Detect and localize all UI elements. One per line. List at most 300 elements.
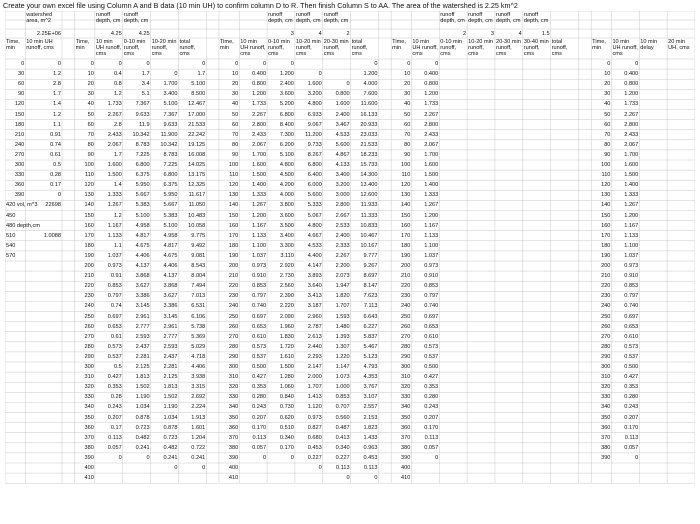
table-cell[interactable]: 1.333 <box>624 192 639 199</box>
table-cell[interactable]: 20 <box>404 81 411 88</box>
table-cell[interactable]: 0.74 <box>50 141 61 148</box>
table-cell[interactable]: 4.800 <box>307 222 322 229</box>
table-cell[interactable]: 170 <box>84 232 94 239</box>
table-cell[interactable]: 300 <box>228 364 239 370</box>
table-cell[interactable]: 10.467 <box>360 232 378 239</box>
table-cell[interactable]: 7.367 <box>135 101 150 108</box>
table-cell[interactable]: 3.627 <box>135 283 150 290</box>
table-cell[interactable]: 1.200 <box>363 71 378 78</box>
table-cell[interactable]: 2.267 <box>624 111 639 118</box>
table-cell[interactable]: 330 <box>601 394 611 401</box>
table-cell[interactable]: 230 <box>84 293 94 300</box>
table-cell[interactable]: 2.960 <box>307 313 322 320</box>
table-cell[interactable]: 310 <box>601 374 611 381</box>
table-cell[interactable]: 14.300 <box>360 172 378 179</box>
table-cell[interactable]: 10.058 <box>188 222 206 229</box>
table-cell[interactable]: 1.400 <box>624 182 639 189</box>
table-cell[interactable]: 30 <box>604 91 611 98</box>
table-cell[interactable]: 360 <box>14 182 25 189</box>
table-cell[interactable]: 1.100 <box>424 242 439 249</box>
table-cell[interactable]: 2.920 <box>279 263 294 269</box>
table-cell[interactable]: 7.367 <box>163 111 178 118</box>
table-cell[interactable]: 0.800 <box>335 91 350 98</box>
table-cell[interactable]: 2.961 <box>163 323 178 330</box>
table-cell[interactable]: 260 <box>228 323 239 330</box>
table-cell[interactable]: 0.241 <box>191 454 206 461</box>
spreadsheet-grid[interactable] <box>5 11 695 521</box>
table-cell[interactable]: 0.797 <box>624 293 639 300</box>
table-cell[interactable]: 0.280 <box>424 394 439 401</box>
table-cell[interactable]: 240 <box>401 303 411 310</box>
table-cell[interactable]: 5.100 <box>279 151 294 158</box>
table-cell[interactable]: 8.500 <box>191 91 206 98</box>
table-cell[interactable]: 0.697 <box>424 313 439 320</box>
table-cell[interactable]: 7.225 <box>135 151 150 158</box>
table-cell[interactable]: 0.243 <box>107 404 122 411</box>
table-cell[interactable]: 170 <box>228 232 239 239</box>
table-cell[interactable]: 1.037 <box>252 252 267 259</box>
table-cell[interactable]: 0.697 <box>624 313 639 320</box>
table-cell[interactable]: 0.740 <box>424 303 439 310</box>
table-cell[interactable]: 0 <box>290 454 294 461</box>
table-cell[interactable]: 6.400 <box>307 172 322 179</box>
table-cell[interactable]: 9.067 <box>307 121 322 128</box>
runoff-depth-value[interactable]: 2 <box>462 31 467 37</box>
runoff-depth-value[interactable]: 1.5 <box>541 31 550 37</box>
table-cell[interactable]: 1.333 <box>252 192 267 199</box>
table-cell[interactable]: 0.91 <box>110 273 122 280</box>
watershed-area-value[interactable]: 2.25E+06 <box>36 31 61 37</box>
table-cell[interactable]: 4.718 <box>191 353 206 360</box>
table-cell[interactable]: 0.537 <box>624 353 639 360</box>
table-cell[interactable]: 0.573 <box>424 343 439 350</box>
table-cell[interactable]: 2.067 <box>252 141 267 148</box>
table-cell[interactable]: 11.900 <box>160 131 178 138</box>
table-cell[interactable]: 4.793 <box>363 364 378 370</box>
table-cell[interactable]: 80 <box>231 141 239 148</box>
table-cell[interactable]: 2.437 <box>163 353 178 360</box>
table-cell[interactable]: 1.600 <box>424 162 439 168</box>
table-cell[interactable]: 30 <box>18 71 25 78</box>
table-cell[interactable]: 3.600 <box>279 91 294 98</box>
table-cell[interactable]: 3.868 <box>163 283 178 290</box>
table-cell[interactable]: 0.5 <box>113 364 122 370</box>
table-cell[interactable]: 0 <box>374 61 378 67</box>
table-cell[interactable]: 6.800 <box>307 162 322 168</box>
table-cell[interactable]: 16.008 <box>188 151 206 158</box>
table-cell[interactable]: 0.113 <box>424 434 439 441</box>
table-cell[interactable]: 1.034 <box>163 414 178 421</box>
table-cell[interactable]: 0 <box>262 454 267 461</box>
table-cell[interactable]: 1.333 <box>107 192 122 199</box>
table-cell[interactable]: 2.730 <box>279 273 294 280</box>
column-header[interactable]: 20 min UH, cms <box>668 39 690 52</box>
table-cell[interactable]: 1.220 <box>335 353 350 360</box>
table-cell[interactable]: 310 <box>401 374 411 381</box>
table-cell[interactable]: 1.1 <box>53 121 61 128</box>
table-cell[interactable]: 150 <box>84 212 94 219</box>
table-cell[interactable]: 4.675 <box>163 252 178 259</box>
table-cell[interactable]: 0.482 <box>135 434 150 441</box>
table-cell[interactable]: 2.433 <box>107 131 122 138</box>
table-cell[interactable]: 1.733 <box>424 101 439 108</box>
column-header[interactable]: Time, min <box>592 39 606 52</box>
table-cell[interactable]: 2.560 <box>279 283 294 290</box>
column-header[interactable]: 20-30 min runoff, cms <box>323 39 349 58</box>
table-cell[interactable]: 90 <box>231 151 239 158</box>
table-cell[interactable]: 150 <box>401 212 411 219</box>
table-cell[interactable]: 3.800 <box>279 202 294 209</box>
table-cell[interactable]: 1.393 <box>335 333 350 340</box>
table-cell[interactable]: 2.267 <box>424 111 439 118</box>
table-cell[interactable]: 270 <box>601 333 611 340</box>
runoff-depth-label[interactable]: runoff depth, cm <box>123 12 149 25</box>
table-cell[interactable]: 0.620 <box>279 414 294 421</box>
table-cell[interactable]: 2.437 <box>135 343 150 350</box>
table-cell[interactable]: 1.190 <box>163 404 178 411</box>
table-cell[interactable]: 0.697 <box>252 313 267 320</box>
table-cell[interactable]: 1.167 <box>252 222 267 229</box>
table-cell[interactable]: 6.800 <box>135 162 150 168</box>
table-cell[interactable]: 1.267 <box>424 202 439 209</box>
table-cell[interactable]: 0.653 <box>107 323 122 330</box>
table-cell[interactable]: 0.243 <box>624 404 639 411</box>
table-cell[interactable]: 15.733 <box>360 162 378 168</box>
table-cell[interactable]: 0.680 <box>307 434 322 441</box>
table-cell[interactable]: 0.573 <box>624 343 639 350</box>
table-cell[interactable]: 0 <box>202 465 206 471</box>
table-cell[interactable]: 8.400 <box>279 121 294 128</box>
table-cell[interactable]: 250 <box>228 313 239 320</box>
table-cell[interactable]: 300 <box>601 364 611 370</box>
table-cell[interactable]: 350 <box>228 414 239 421</box>
table-cell[interactable]: 3.145 <box>135 303 150 310</box>
table-cell[interactable]: 0.853 <box>335 394 350 401</box>
table-cell[interactable]: 7.113 <box>363 303 378 310</box>
table-cell[interactable]: 1.200 <box>624 91 639 98</box>
table-cell[interactable]: 1.500 <box>279 364 294 370</box>
table-cell[interactable]: 0.653 <box>252 323 267 330</box>
table-cell[interactable]: 2.433 <box>252 131 267 138</box>
table-cell[interactable]: 40 <box>231 101 239 108</box>
table-cell[interactable]: 1.4 <box>53 101 61 108</box>
table-cell[interactable]: 10.167 <box>360 242 378 249</box>
table-cell[interactable]: 390 <box>14 192 25 199</box>
table-cell[interactable]: 540 <box>6 242 16 249</box>
table-cell[interactable]: 4.958 <box>163 232 178 239</box>
table-cell[interactable]: 6.227 <box>363 323 378 330</box>
table-cell[interactable]: 2.147 <box>307 364 322 370</box>
table-cell[interactable]: 360 <box>228 424 239 431</box>
table-cell[interactable]: 1.700 <box>424 151 439 158</box>
table-cell[interactable]: 0.560 <box>335 414 350 421</box>
table-cell[interactable]: 0.610 <box>624 333 639 340</box>
table-cell[interactable]: 1.000 <box>335 384 350 391</box>
table-cell[interactable]: 270 <box>14 151 25 158</box>
table-cell[interactable]: 0.973 <box>624 263 639 269</box>
table-cell[interactable]: 0 <box>607 61 611 67</box>
table-cell[interactable]: 4.667 <box>307 232 322 239</box>
table-cell[interactable]: 3.300 <box>279 242 294 249</box>
table-cell[interactable]: 120 <box>601 182 611 189</box>
table-cell[interactable]: 0 <box>635 61 639 67</box>
table-cell[interactable]: 270 <box>228 333 239 340</box>
table-cell[interactable]: 1.2 <box>113 212 122 219</box>
column-header[interactable]: Time, min <box>219 39 234 52</box>
runoff-depth-value[interactable]: 3 <box>290 31 294 37</box>
table-cell[interactable]: 9.733 <box>307 141 322 148</box>
table-cell[interactable]: 220 <box>228 283 239 290</box>
table-cell[interactable]: 17.000 <box>188 111 206 118</box>
table-cell[interactable]: 0.340 <box>335 444 350 451</box>
table-cell[interactable]: 0.170 <box>624 424 639 431</box>
table-cell[interactable]: 380 <box>84 444 94 451</box>
table-cell[interactable]: 220 <box>84 283 94 290</box>
table-cell[interactable]: 0.353 <box>424 384 439 391</box>
table-cell[interactable]: 9.775 <box>191 232 206 239</box>
table-cell[interactable]: 0.170 <box>279 444 294 451</box>
table-cell[interactable]: 0.113 <box>108 434 122 441</box>
table-cell[interactable]: 11.333 <box>360 212 378 219</box>
table-cell[interactable]: 19.125 <box>188 141 206 148</box>
table-cell[interactable]: 5.667 <box>135 192 150 199</box>
table-cell[interactable]: 0.853 <box>424 283 439 290</box>
table-cell[interactable]: 2.067 <box>624 141 639 148</box>
table-cell[interactable]: 9.633 <box>163 121 178 128</box>
table-cell[interactable]: 5.200 <box>279 101 294 108</box>
table-cell[interactable]: 160 <box>84 222 94 229</box>
table-cell[interactable]: 200 <box>401 263 411 269</box>
table-cell[interactable]: 11.617 <box>188 192 206 199</box>
table-cell[interactable]: 9.777 <box>363 252 378 259</box>
table-cell[interactable]: 2.800 <box>424 121 439 128</box>
table-cell[interactable]: 0.227 <box>307 454 322 461</box>
table-cell[interactable]: 1.4 <box>113 182 122 189</box>
table-cell[interactable]: 60 <box>231 121 239 128</box>
table-cell[interactable]: 0.500 <box>252 364 267 370</box>
table-cell[interactable]: 5.100 <box>163 101 178 108</box>
table-cell[interactable]: 0.91 <box>50 131 61 138</box>
table-cell[interactable]: 3.600 <box>279 212 294 219</box>
table-cell[interactable]: 1.1 <box>113 242 122 249</box>
table-cell[interactable]: 8.147 <box>363 283 378 290</box>
table-cell[interactable]: 1.600 <box>107 162 122 168</box>
table-cell[interactable]: 1.7 <box>197 71 206 78</box>
table-cell[interactable]: 70 <box>231 131 239 138</box>
table-cell[interactable]: 4.867 <box>335 151 350 158</box>
table-cell[interactable]: 0.113 <box>252 434 267 441</box>
table-cell[interactable]: 4.800 <box>279 162 294 168</box>
table-cell[interactable]: 4.817 <box>163 242 178 249</box>
table-cell[interactable]: 280 <box>601 343 611 350</box>
table-cell[interactable]: 0 <box>435 454 439 461</box>
table-cell[interactable]: 130 <box>401 192 411 199</box>
table-cell[interactable]: 1.200 <box>424 91 439 98</box>
table-cell[interactable]: 1.280 <box>279 374 294 381</box>
table-cell[interactable]: 4.400 <box>307 252 322 259</box>
table-cell[interactable]: 3.200 <box>307 91 322 98</box>
table-cell[interactable]: 6.933 <box>307 111 322 118</box>
table-cell[interactable]: 6.643 <box>363 313 378 320</box>
table-cell[interactable]: 4.800 <box>307 101 322 108</box>
table-cell[interactable]: 11.200 <box>305 131 322 138</box>
table-cell[interactable]: 1.913 <box>191 414 206 421</box>
table-cell[interactable]: 1.400 <box>424 182 439 189</box>
table-cell[interactable]: 0.740 <box>624 303 639 310</box>
column-header[interactable]: 10 min UH runoff, cms <box>412 39 438 58</box>
table-cell[interactable]: 410 <box>401 475 411 482</box>
table-cell[interactable]: 370 <box>401 434 411 441</box>
table-cell[interactable]: 7.600 <box>363 91 378 98</box>
table-cell[interactable]: 300 <box>84 364 94 370</box>
table-cell[interactable]: 120 <box>14 101 25 108</box>
table-cell[interactable]: 260 <box>601 323 611 330</box>
table-cell[interactable]: 0.610 <box>424 333 439 340</box>
table-cell[interactable]: 1.333 <box>424 192 439 199</box>
column-header[interactable]: 10 min UH runoff, cms <box>95 39 122 58</box>
table-cell[interactable]: 0.573 <box>252 343 267 350</box>
table-cell[interactable]: 370 <box>228 434 239 441</box>
table-cell[interactable]: 40 <box>404 101 411 108</box>
table-cell[interactable]: 290 <box>401 353 411 360</box>
table-cell[interactable]: 0.800 <box>424 81 439 88</box>
table-cell[interactable]: 0.797 <box>252 293 267 300</box>
table-cell[interactable]: 2.777 <box>163 333 178 340</box>
table-cell[interactable]: 0.610 <box>252 333 267 340</box>
table-cell[interactable]: 0.280 <box>624 394 639 401</box>
table-cell[interactable]: 280 <box>401 343 411 350</box>
table-cell[interactable]: 0.207 <box>624 414 639 421</box>
table-cell[interactable]: 1.813 <box>163 384 178 391</box>
table-cell[interactable]: 5.383 <box>135 202 150 209</box>
table-cell[interactable]: 0.973 <box>107 263 122 269</box>
table-cell[interactable]: 3.315 <box>191 384 206 391</box>
table-cell[interactable]: 0.973 <box>252 263 267 269</box>
table-cell[interactable]: 210 <box>14 131 25 138</box>
table-cell[interactable]: 0 <box>21 61 25 67</box>
table-cell[interactable]: 0.243 <box>252 404 267 411</box>
table-cell[interactable]: 0.353 <box>252 384 267 391</box>
table-cell[interactable]: 2.440 <box>307 343 322 350</box>
table-cell[interactable]: 300 <box>401 364 411 370</box>
table-cell[interactable]: 6.000 <box>307 182 322 189</box>
table-cell[interactable]: 5.667 <box>163 202 178 209</box>
table-cell[interactable]: 50 <box>231 111 239 118</box>
table-cell[interactable]: 200 <box>84 263 94 269</box>
table-cell[interactable]: 480 depth,cm <box>6 222 40 229</box>
table-cell[interactable]: 390 <box>84 454 94 461</box>
table-cell[interactable]: 2.400 <box>335 232 350 239</box>
table-cell[interactable]: 2.787 <box>307 323 322 330</box>
table-cell[interactable]: 160 <box>601 222 611 229</box>
table-cell[interactable]: 1.034 <box>135 404 150 411</box>
column-header[interactable]: 0-10 min runoff, cms <box>440 39 463 58</box>
table-cell[interactable]: 0.722 <box>191 444 206 451</box>
table-cell[interactable]: 3.400 <box>163 91 178 98</box>
table-cell[interactable]: 1.133 <box>424 232 439 239</box>
table-cell[interactable]: 1.600 <box>307 81 322 88</box>
table-cell[interactable]: 2.433 <box>624 131 639 138</box>
table-cell[interactable]: 240 <box>14 141 25 148</box>
table-cell[interactable]: 1.0088 <box>43 232 61 239</box>
table-cell[interactable]: 1.267 <box>252 202 267 209</box>
table-cell[interactable]: 1.267 <box>107 202 122 209</box>
table-cell[interactable]: 510 <box>6 232 16 239</box>
table-cell[interactable]: 0.427 <box>252 374 267 381</box>
watershed-area-label[interactable]: watershed area, m^2 <box>26 12 53 25</box>
table-cell[interactable]: 1.500 <box>624 172 639 179</box>
table-cell[interactable]: 120 <box>228 182 239 189</box>
runoff-depth-label[interactable]: runoff depth, cm <box>323 12 349 25</box>
table-cell[interactable]: 240 <box>601 303 611 310</box>
table-cell[interactable]: 50 <box>87 111 94 118</box>
table-cell[interactable]: 1.167 <box>424 222 439 229</box>
table-cell[interactable]: 6.531 <box>191 303 206 310</box>
table-cell[interactable]: 110 <box>401 172 411 179</box>
table-cell[interactable]: 2.400 <box>335 111 350 118</box>
table-cell[interactable]: 1.060 <box>279 384 294 391</box>
table-cell[interactable]: 100 <box>401 162 411 168</box>
table-cell[interactable]: 5.467 <box>363 343 378 350</box>
table-cell[interactable]: 0 <box>57 192 61 199</box>
table-cell[interactable]: 1.502 <box>163 394 178 401</box>
table-cell[interactable]: 20.933 <box>360 121 378 128</box>
table-cell[interactable]: 0.207 <box>107 414 122 421</box>
table-cell[interactable]: 0.827 <box>307 424 322 431</box>
table-cell[interactable]: 0.113 <box>363 465 378 471</box>
table-cell[interactable]: 130 <box>84 192 94 199</box>
table-cell[interactable]: 1.433 <box>363 434 378 441</box>
table-cell[interactable]: 9.492 <box>191 242 206 249</box>
table-cell[interactable]: 2.125 <box>163 374 178 381</box>
table-cell[interactable]: 1.120 <box>307 404 322 411</box>
table-cell[interactable]: 1.600 <box>252 162 267 168</box>
table-cell[interactable]: 140 <box>228 202 239 209</box>
table-cell[interactable]: 240 <box>84 303 94 310</box>
table-cell[interactable]: 150 <box>14 111 25 118</box>
table-cell[interactable]: 2.153 <box>363 414 378 421</box>
table-cell[interactable]: 2.800 <box>624 121 639 128</box>
table-cell[interactable]: 1.400 <box>252 182 267 189</box>
table-cell[interactable]: 5.600 <box>307 192 322 199</box>
table-cell[interactable]: 180 <box>14 121 25 128</box>
table-cell[interactable]: 1.133 <box>252 232 267 239</box>
table-cell[interactable]: 310 <box>228 374 239 381</box>
table-cell[interactable]: 0 <box>318 465 322 471</box>
table-cell[interactable]: 9.081 <box>191 252 206 259</box>
table-cell[interactable]: 5.333 <box>307 202 322 209</box>
table-cell[interactable]: 1.947 <box>335 283 350 290</box>
table-cell[interactable]: 10.342 <box>132 131 150 138</box>
table-cell[interactable]: 0 <box>57 61 61 67</box>
table-cell[interactable]: 7.225 <box>163 162 178 168</box>
table-cell[interactable]: 2.125 <box>135 364 150 370</box>
table-cell[interactable]: 4.958 <box>135 222 150 229</box>
table-cell[interactable]: 3.145 <box>163 313 178 320</box>
table-cell[interactable]: 2.067 <box>424 141 439 148</box>
table-cell[interactable]: 220 <box>601 283 611 290</box>
table-cell[interactable]: 3.938 <box>191 374 206 381</box>
table-cell[interactable]: 4.000 <box>363 81 378 88</box>
table-cell[interactable]: 350 <box>601 414 611 421</box>
table-cell[interactable]: 3.413 <box>307 293 322 300</box>
table-cell[interactable]: 360 <box>601 424 611 431</box>
table-cell[interactable]: 450 <box>6 212 16 219</box>
table-cell[interactable]: 0.653 <box>624 323 639 330</box>
table-cell[interactable]: 120 <box>84 182 94 189</box>
column-header[interactable]: 10 min UH runoff, cms <box>26 39 54 52</box>
table-cell[interactable]: 1.147 <box>335 364 350 370</box>
